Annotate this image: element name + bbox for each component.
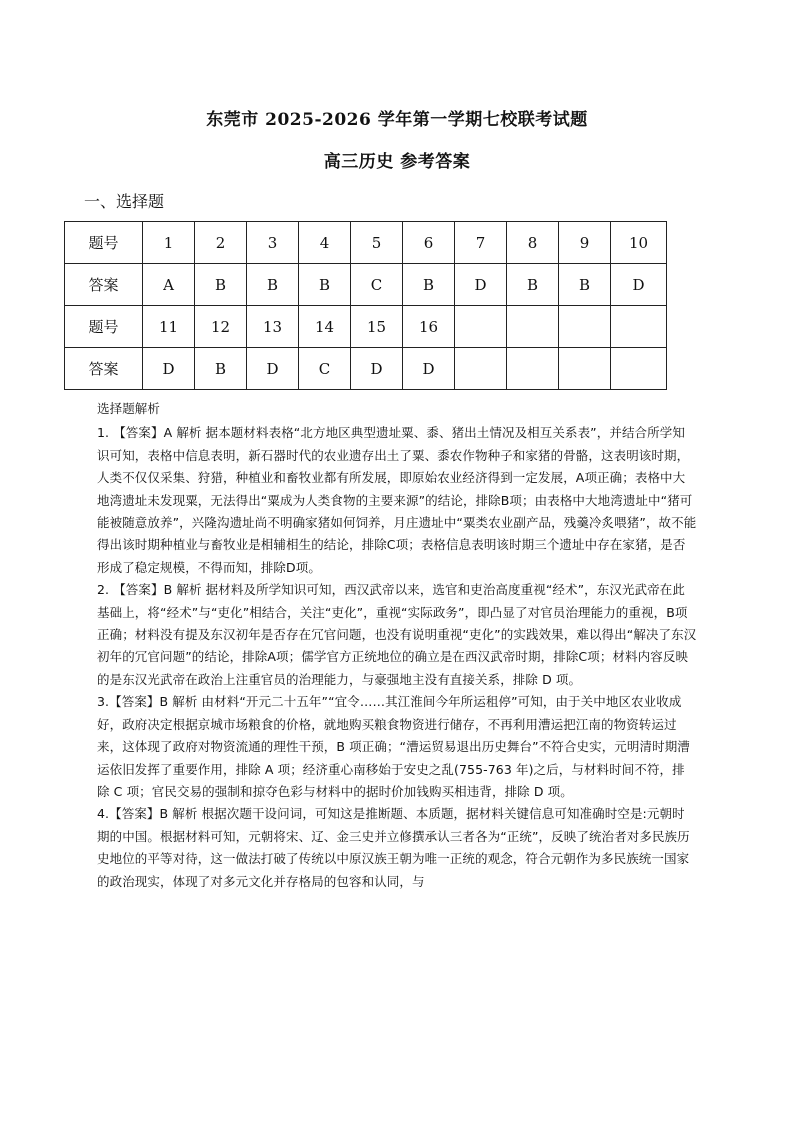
table-cell: B <box>299 264 351 306</box>
table-cell <box>611 306 667 348</box>
document-subtitle: 高三历史 参考答案 <box>323 152 471 172</box>
table-cell: 6 <box>403 222 455 264</box>
table-cell: D <box>455 264 507 306</box>
table-cell: D <box>143 348 195 390</box>
answer-table-row <box>65 264 667 306</box>
row-label: 答案 <box>65 348 143 390</box>
table-cell <box>507 306 559 348</box>
answer-table-row <box>65 222 667 264</box>
table-cell: B <box>403 264 455 306</box>
table-cell: 13 <box>247 306 299 348</box>
table-cell: D <box>403 348 455 390</box>
table-cell: B <box>195 348 247 390</box>
row-label: 题号 <box>65 222 143 264</box>
table-cell <box>455 348 507 390</box>
table-cell: 15 <box>351 306 403 348</box>
analysis-item-2: 2. 【答案】B 解析 据材料及所学知识可知，西汉武帝以来，选官和吏治高度重视“经术”，东汉光武帝在此基础上，将“经术”与“吏化”相结合，关注“吏化”，重视“实际政务”，即凸显了对官员治理能力的重视，B项正确；材料没有提及东汉初年是否存在冗官问题，也没有说明重视“吏化”的实践效果，难以得出“解决了东汉初年的冗官问题”的结论，排除A项；儒学官方正统地位的确立是在西汉武帝时期，排除C项；材料内容反映的是东汉光武帝在政治上注重官员的治理能力，与豪强地主没有直接关系，排除 D 项。 <box>97 582 697 687</box>
analysis-item-3: 3.【答案】B 解析 由材料“开元二十五年”“宜令……其江淮间今年所运租停”可知，由于关中地区农业收成好，政府决定根据京城市场粮食的价格，就地购买粮食物资进行储存，不再利用漕运把江南的物资转运过来，这体现了政府对物资流通的理性干预，B 项正确；“漕运贸易退出历史舞台”不符合史实，元明清时期漕运依旧发挥了重要作用，排除 A 项；经济重心南移始于安史之乱(755-763 年)之后，与材料时间不符，排除 C 项；官民交易的强制和掠夺色彩与材料中的据时价加钱购买相违背，排除 D 项。 <box>97 694 690 799</box>
table-cell: 5 <box>351 222 403 264</box>
table-cell: 9 <box>559 222 611 264</box>
analysis-item-4: 4.【答案】B 解析 根据次题干设问词，可知这是推断题、本质题，据材料关键信息可知准确时空是:元朝时期的中国。根据材料可知，元朝将宋、辽、金三史并立修撰承认三者各为“正统”，反映了统治者对多民族历史地位的平等对待，这一做法打破了传统以中原汉族王朝为唯一正统的观念，符合元朝作为多民族统一国家的政治现实，体现了对多元文化并存格局的包容和认同，与 <box>97 806 690 889</box>
table-cell: 7 <box>455 222 507 264</box>
row-label: 答案 <box>65 264 143 306</box>
answer-table-row <box>65 348 667 390</box>
table-cell: D <box>351 348 403 390</box>
table-cell: C <box>351 264 403 306</box>
table-cell: D <box>247 348 299 390</box>
table-cell: 10 <box>611 222 667 264</box>
document-title: 东莞市 2025-2026 学年第一学期七校联考试题 <box>206 110 588 130</box>
table-cell: C <box>299 348 351 390</box>
table-cell: 2 <box>195 222 247 264</box>
table-cell: 4 <box>299 222 351 264</box>
table-cell: B <box>247 264 299 306</box>
answer-table-row <box>65 306 667 348</box>
section-heading: 一、选择题 <box>84 192 165 211</box>
table-cell: 11 <box>143 306 195 348</box>
table-cell: 1 <box>143 222 195 264</box>
table-cell: 12 <box>195 306 247 348</box>
table-cell <box>559 306 611 348</box>
analysis-heading: 选择题解析 <box>97 401 161 416</box>
answer-table <box>64 221 667 390</box>
table-cell: 16 <box>403 306 455 348</box>
table-cell: 8 <box>507 222 559 264</box>
table-cell: A <box>143 264 195 306</box>
table-cell <box>507 348 559 390</box>
table-cell: B <box>559 264 611 306</box>
row-label: 题号 <box>65 306 143 348</box>
table-cell: B <box>195 264 247 306</box>
analysis-section <box>97 398 697 893</box>
table-cell: B <box>507 264 559 306</box>
analysis-item-1: 1. 【答案】A 解析 据本题材料表格“北方地区典型遗址粟、黍、猪出土情况及相互关系表”，并结合所学知识可知，表格中信息表明，新石器时代的农业遗存出土了粟、黍农作物种子和家猪的骨骼，这表明该时期，人类不仅仅采集、狩猎，种植业和畜牧业都有所发展，即原始农业经济得到一定发展，A项正确；表格中大地湾遗址未发现粟，无法得出“粟成为人类食物的主要来源”的结论，排除B项；由表格中大地湾遗址中“猪可能被随意放养”，兴隆沟遗址尚不明确家猪如何饲养，月庄遗址中“粟类农业副产品，残羹冷炙喂猪”，故不能得出该时期种植业与畜牧业是相辅相生的结论，排除C项；表格信息表明该时期三个遗址中存在家猪，是否形成了稳定规模，不得而知，排除D项。 <box>97 425 697 575</box>
table-cell <box>559 348 611 390</box>
table-cell <box>611 348 667 390</box>
table-cell: D <box>611 264 667 306</box>
table-cell <box>455 306 507 348</box>
table-cell: 14 <box>299 306 351 348</box>
table-cell: 3 <box>247 222 299 264</box>
